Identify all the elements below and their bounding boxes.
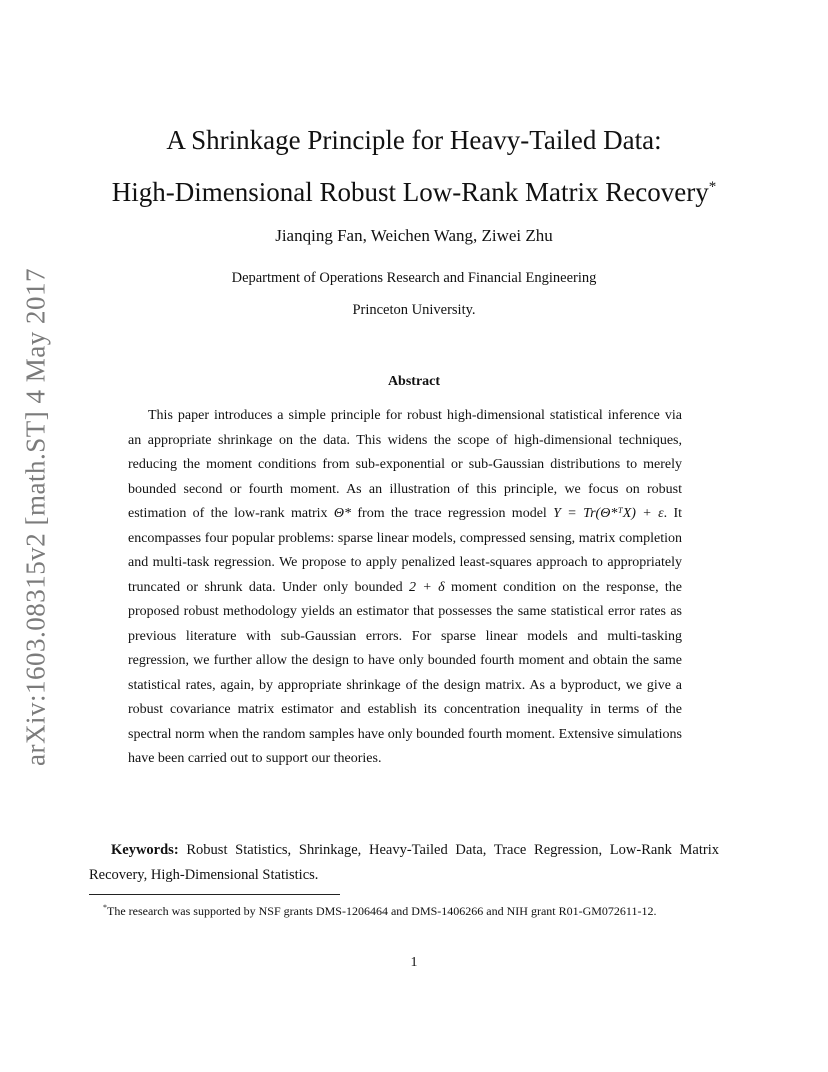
author-list: Jianqing Fan, Weichen Wang, Ziwei Zhu [275,226,553,245]
abstract-text-1: This paper introduces a simple principle for robust high-dimensional statistical inference via an appropriate shrinkage on the data. This widens the scope of high-dimensional techniques, reducing the moment conditions from sub-exponential or sub-Gaussian distributions to merely bounded second or fourth moment. As an illustration of this principle, we focus on robust estimation of the low-rank matrix [128,408,682,521]
title-line-1: A Shrinkage Principle for Heavy-Tailed Data: [166,125,662,155]
keywords [89,838,719,888]
affiliation-university: Princeton University. [352,302,476,318]
abstract-model-equation: Y = Tr(Θ*ᵀX) + ε [553,506,664,521]
abstract-text-2: from the trace regression model [351,506,554,521]
title-line-2 [0,166,828,218]
abstract-heading: Abstract [387,374,441,389]
page-number: 1 [410,955,418,970]
footnote-mark: * [103,903,107,912]
keywords-label: Keywords: [111,842,179,858]
arxiv-identifier-stamp: arXiv:1603.08315v2 [math.ST] 4 May 2017 [20,268,51,766]
title-line-2-text: High-Dimensional Robust Low-Rank Matrix Recovery [111,177,709,207]
affiliation [0,262,828,326]
abstract-text-3: . It encompasses four popular problems: sparse linear models, compressed sensing, matrix completion and multi-task regression. We propose to apply penalized least-squares approach to appropriately truncated or shrunk data. Under only bounded [128,506,682,595]
paper-title [0,114,828,218]
footnote-divider [89,894,340,895]
abstract-theta-star: Θ* [333,506,352,521]
abstract-body [128,404,682,772]
funding-footnote [89,900,719,919]
title-footnote-mark: * [708,179,717,195]
footnote-text: The research was supported by NSF grants DMS-1206464 and DMS-1406266 and NIH grant R01-GM072611-12. [107,904,657,918]
abstract-text-4: moment condition on the response, the proposed robust methodology yields an estimator that possesses the same statistical error rates as previous literature with sub-Gaussian errors. For sparse linear models and multi-tasking regression, we further allow the design to have only bounded fourth moment and obtain the same statistical rates, again, by appropriate shrinkage of the design matrix. As a byproduct, we give a robust covariance matrix estimator and establish its concentration inequality in terms of the spectral norm when the random samples have only bounded fourth moment. Extensive simulations have been carried out to support our theories. [128,579,683,766]
abstract-moment-expression: 2 + δ [409,579,445,595]
affiliation-department: Department of Operations Research and Financial Engineering [231,270,597,286]
keywords-text: Robust Statistics, Shrinkage, Heavy-Tailed Data, Trace Regression, Low-Rank Matrix Recovery, High-Dimensional Statistics. [89,842,719,883]
